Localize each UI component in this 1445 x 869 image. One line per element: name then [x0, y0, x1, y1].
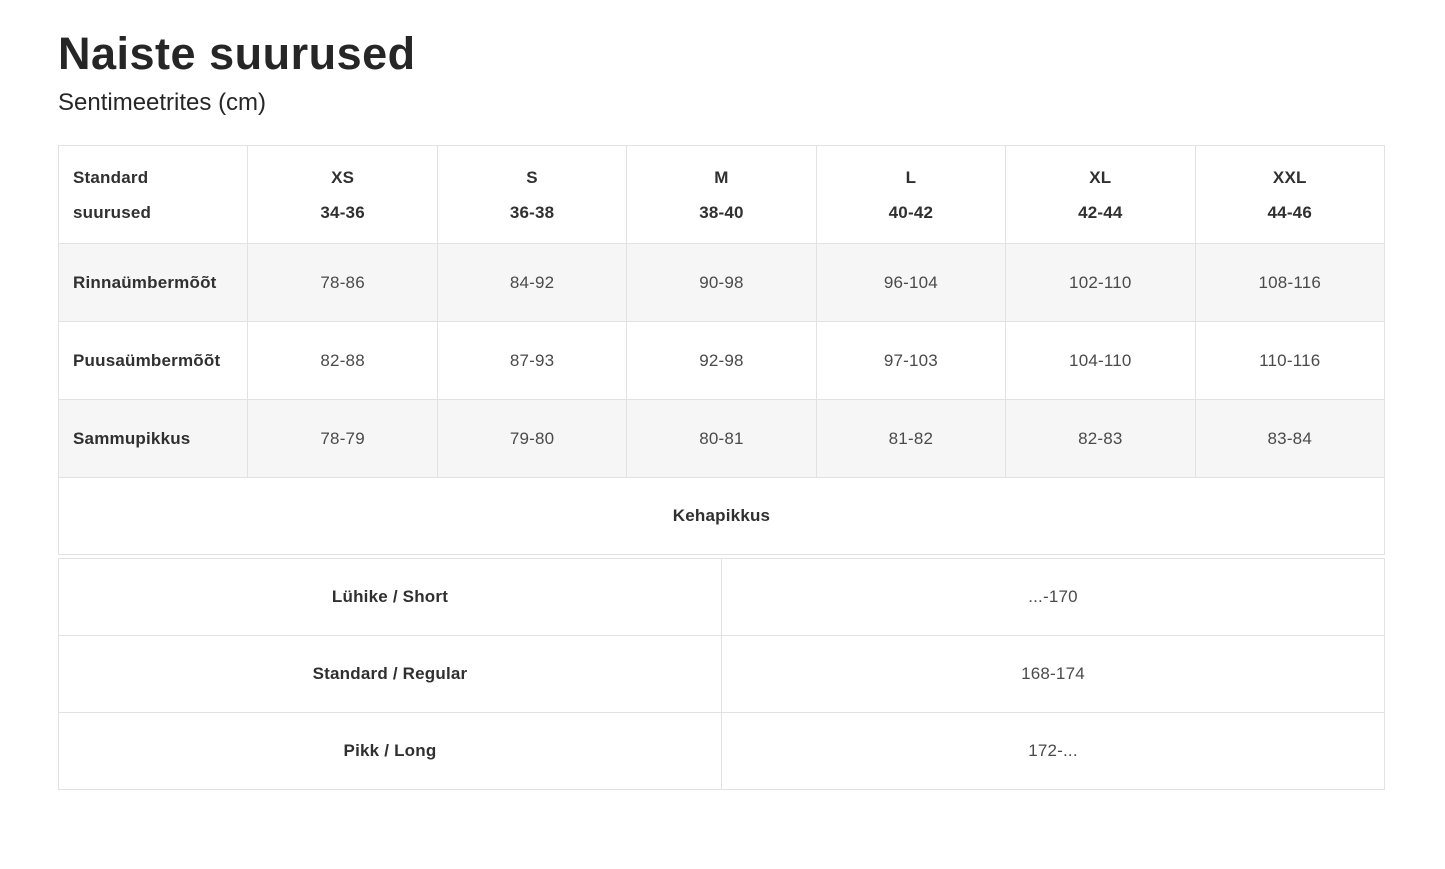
height-row-value: 168-174 [722, 636, 1385, 713]
measurement-value: 96-104 [816, 244, 1005, 322]
measurement-label: Puusaümbermõõt [59, 322, 248, 400]
measurement-row-chest [59, 244, 1385, 322]
size-column-header-xxl [1195, 146, 1384, 244]
measurement-value: 81-82 [816, 400, 1005, 478]
standard-sizes-label-line1: Standard [73, 167, 149, 187]
measurement-label: Sammupikkus [59, 400, 248, 478]
height-row-long [59, 713, 1385, 790]
size-range: 34-36 [320, 202, 365, 222]
measurement-value: 82-88 [248, 322, 437, 400]
size-column-header-m [627, 146, 816, 244]
size-column-header-xs [248, 146, 437, 244]
size-name: XL [1089, 167, 1112, 187]
measurement-value: 102-110 [1006, 244, 1195, 322]
size-name: L [905, 167, 917, 187]
measurement-value: 84-92 [437, 244, 626, 322]
height-row-label: Lühike / Short [59, 559, 722, 636]
height-row-value: ...-170 [722, 559, 1385, 636]
measurement-value: 92-98 [627, 322, 816, 400]
height-row-label: Pikk / Long [59, 713, 722, 790]
measurement-value: 78-79 [248, 400, 437, 478]
measurement-value: 78-86 [248, 244, 437, 322]
standard-sizes-header-cell [59, 146, 248, 244]
measurement-label: Rinnaümbermõõt [59, 244, 248, 322]
measurement-value: 82-83 [1006, 400, 1195, 478]
size-range: 36-38 [509, 202, 555, 222]
size-table [58, 145, 1385, 555]
height-row-short [59, 559, 1385, 636]
measurement-value: 83-84 [1195, 400, 1384, 478]
measurement-value: 108-116 [1195, 244, 1384, 322]
body-height-header-cell: Kehapikkus [59, 478, 1385, 555]
measurement-row-inseam [59, 400, 1385, 478]
measurement-row-hips [59, 322, 1385, 400]
measurement-value: 80-81 [627, 400, 816, 478]
size-range: 38-40 [699, 202, 744, 222]
size-column-header-xl [1006, 146, 1195, 244]
measurement-value: 110-116 [1195, 322, 1384, 400]
measurement-value: 97-103 [816, 322, 1005, 400]
height-row-label: Standard / Regular [59, 636, 722, 713]
height-row-value: 172-... [722, 713, 1385, 790]
size-column-header-s [437, 146, 626, 244]
measurement-value: 79-80 [437, 400, 626, 478]
body-height-header-row [59, 478, 1385, 555]
size-name: S [526, 167, 538, 187]
size-name: M [714, 167, 729, 187]
measurement-value: 104-110 [1006, 322, 1195, 400]
size-column-header-l [816, 146, 1005, 244]
page-subtitle: Sentimeetrites (cm) [58, 89, 267, 116]
size-table-header-row [59, 146, 1385, 244]
size-range: 40-42 [888, 202, 934, 222]
size-name: XXL [1272, 167, 1307, 187]
height-row-regular [59, 636, 1385, 713]
measurement-value: 90-98 [627, 244, 816, 322]
page-title: Naiste suurused [58, 28, 416, 79]
size-range: 44-46 [1267, 202, 1312, 222]
size-range: 42-44 [1078, 202, 1123, 222]
body-height-table [58, 558, 1385, 790]
measurement-value: 87-93 [437, 322, 626, 400]
size-name: XS [331, 167, 355, 187]
standard-sizes-label-line2: suurused [73, 202, 152, 222]
